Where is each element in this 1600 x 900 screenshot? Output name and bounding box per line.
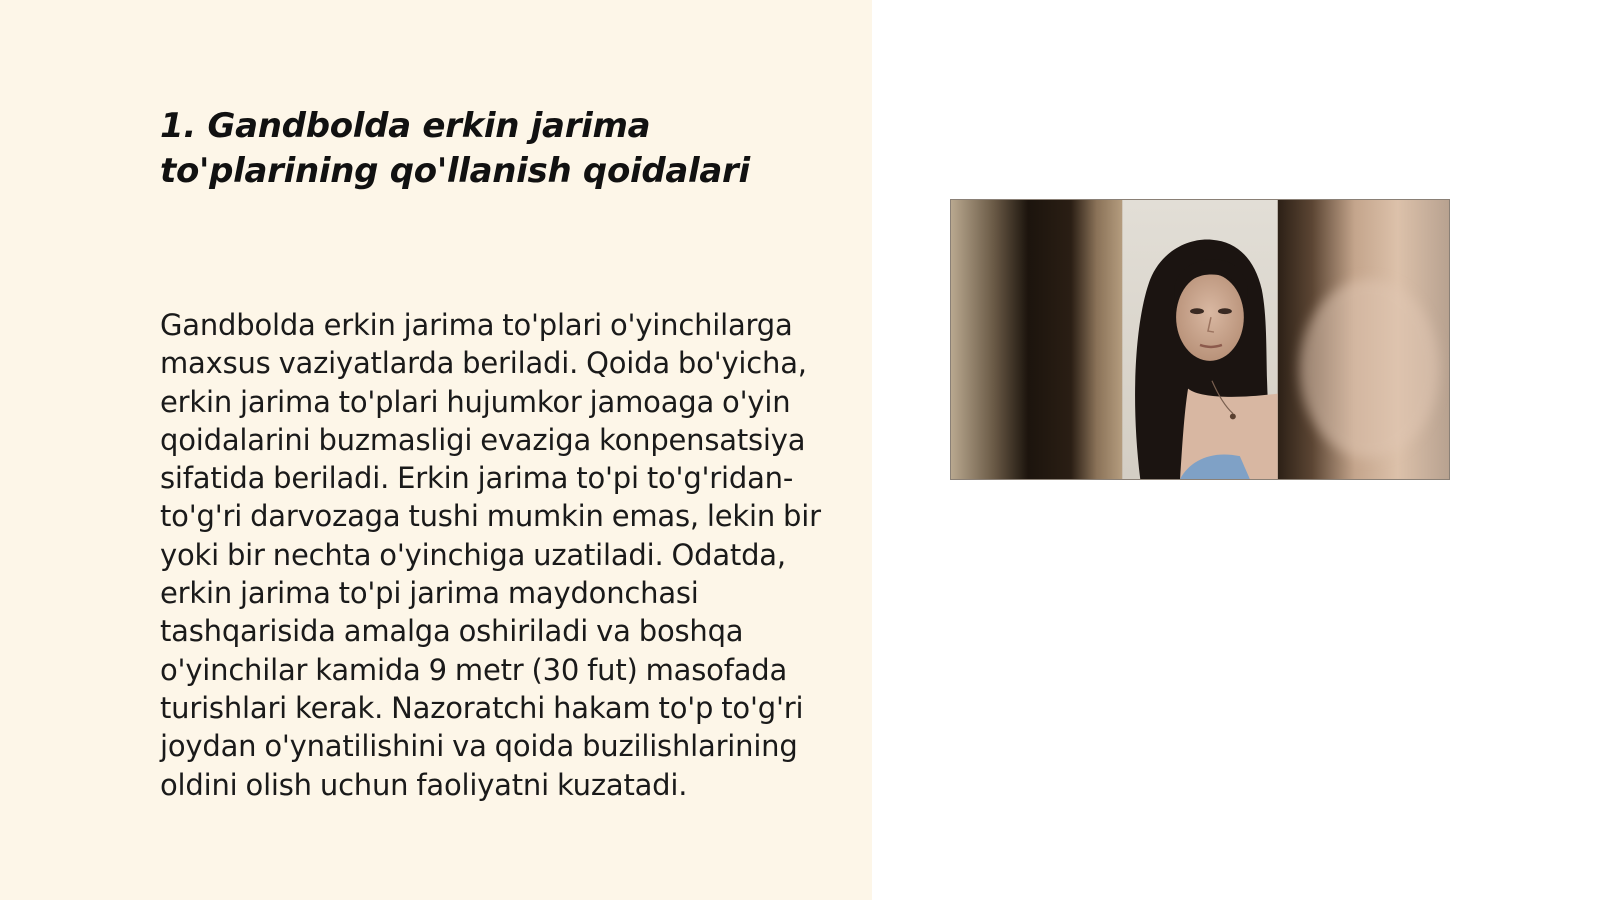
slide-body-text: Gandbolda erkin jarima to'plari o'yinchilarga maxsus vaziyatlarda beriladi. Qoida bo'yicha, erkin jarima to'plari hujumkor jamoaga o'yin qoidalarini buzmasligi evaziga konpensatsiya sifatida beriladi. Erkin jarima to'pi to'g'ridan-to'g'ri darvozaga tushi mumkin emas, lekin bir yoki bir nechta o'yinchiga uzatiladi. Odatda, erkin jarima to'pi jarima maydonchasi tashqarisida amalga oshiriladi va boshqa o'yinchilar kamida 9 metr (30 fut) masofada turishlari kerak. Nazoratchi hakam to'p to'g'ri joydan o'ynatilishini va qoida buzilishlarining oldini olish uchun faoliyatni kuzatadi.	[160, 308, 821, 802]
photo-portrait-icon	[950, 199, 1450, 480]
slide-title: 1. Gandbolda erkin jarima to'plarining qo'llanish qoidalari	[160, 106, 750, 191]
photo-image	[951, 200, 1449, 479]
